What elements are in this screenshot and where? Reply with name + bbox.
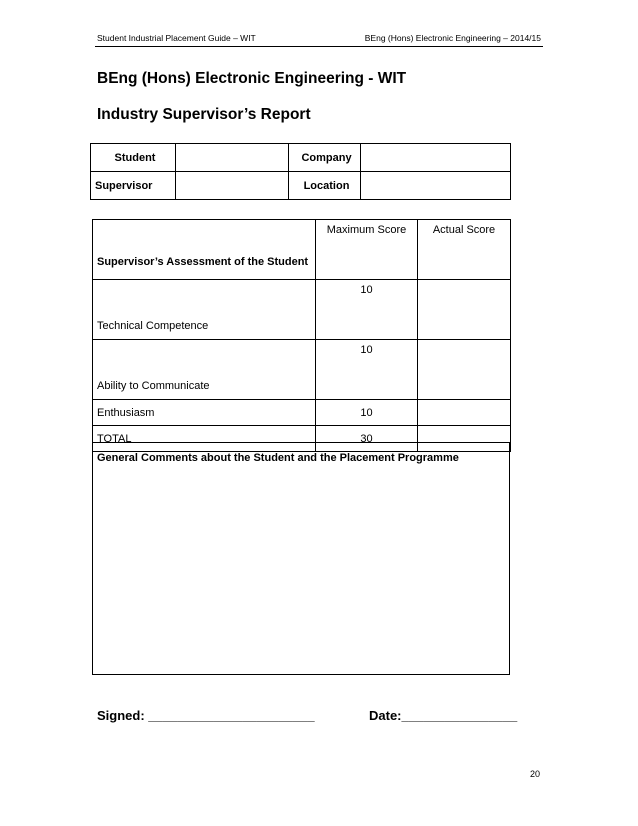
- max-score-column-header: Maximum Score: [316, 220, 418, 280]
- max-score-cell: 10: [316, 400, 418, 426]
- general-comments-box[interactable]: [92, 442, 510, 675]
- table-row: [93, 280, 511, 340]
- actual-score-column-header: Actual Score: [418, 220, 511, 280]
- table-row: [93, 400, 511, 426]
- max-score-cell: 10: [316, 340, 418, 400]
- general-comments-label: General Comments about the Student and the Placement Programme: [97, 452, 459, 464]
- student-field[interactable]: [176, 144, 289, 172]
- supervisor-field[interactable]: [176, 172, 289, 200]
- student-label: Student: [91, 144, 176, 172]
- criterion-label: Ability to Communicate: [93, 340, 316, 400]
- student-info-table: [90, 143, 511, 200]
- running-header-left: Student Industrial Placement Guide – WIT: [97, 33, 256, 43]
- criterion-label: Technical Competence: [93, 280, 316, 340]
- supervisor-label: Supervisor: [91, 172, 176, 200]
- company-field[interactable]: [361, 144, 511, 172]
- company-label: Company: [289, 144, 361, 172]
- program-title: BEng (Hons) Electronic Engineering - WIT: [97, 70, 407, 87]
- location-label: Location: [289, 172, 361, 200]
- actual-score-field[interactable]: [418, 280, 511, 340]
- total-label: TOTAL: [93, 426, 316, 452]
- running-header-right: BEng (Hons) Electronic Engineering – 2014/15: [364, 33, 541, 43]
- actual-score-field[interactable]: [418, 340, 511, 400]
- signed-line[interactable]: Signed: _______________________: [97, 708, 315, 723]
- header-divider: [95, 46, 543, 47]
- table-header-row: [93, 220, 511, 280]
- criteria-column-header: Supervisor’s Assessment of the Student: [93, 220, 316, 280]
- criterion-label: Enthusiasm: [93, 400, 316, 426]
- table-row: [91, 172, 511, 200]
- date-line[interactable]: Date:________________: [369, 708, 518, 723]
- max-score-cell: 10: [316, 280, 418, 340]
- total-max-score-cell: 30: [316, 426, 418, 452]
- table-row: [91, 144, 511, 172]
- page-number: 20: [529, 769, 540, 779]
- actual-score-field[interactable]: [418, 400, 511, 426]
- assessment-table: [92, 219, 511, 452]
- table-row: [93, 340, 511, 400]
- location-field[interactable]: [361, 172, 511, 200]
- report-title: Industry Supervisor’s Report: [97, 106, 311, 123]
